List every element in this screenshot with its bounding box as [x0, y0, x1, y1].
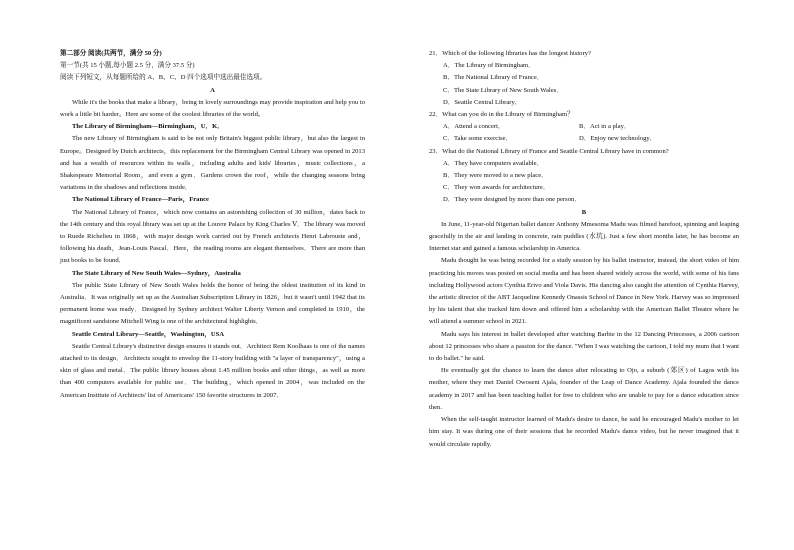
option-row: [429, 133, 739, 145]
option: B．They were moved to a new place．: [443, 172, 548, 180]
passage-b-paragraph: Madu thought he was being recorded for a study session by his ballet instructor, instead, the short video of him practicing his moves was posted on social media and has been shared widely across the world, with some of his fans including Hollywood actors Cynthia Erivo and Viola Davis. His dancing also caught the attention of Cynthia Harvey, the artistic director of the ABT Jacqueline Kennedy Onassis School of Dance in New York. Harvey was so impressed by his talent that she tracked him down and offered him a scholarship with the American Ballet Theatre where he will attend a summer school in 2021.: [429, 257, 739, 326]
library-heading: Seattle Central Library—Seattle，Washington，USA: [72, 330, 225, 338]
option: D．Seattle Central Library．: [443, 98, 522, 106]
section-heading: 第一节(共 15 小题,每小题 2.5 分，满分 37.5 分): [60, 62, 195, 70]
passage-b-paragraph: When the self-taught instructor learned of Madu's desire to dance, he said he encouraged Madu's mother to let him stay. It was during one of their sessions that he recorded Madu's dance video, but he never imagined that it would circulate rapidly.: [429, 416, 739, 448]
left-column: [60, 48, 365, 402]
passage-a-intro: While it's the books that make a library，being in lovely surroundings may provide inspiration and help you to work a little bit harder。Here are some of the coolest libraries of the world。: [60, 98, 365, 119]
library-heading: The Library of Birmingham—Birmingham，U．K．: [72, 123, 224, 131]
option: C．They won awards for architecture．: [443, 184, 550, 192]
option: B．The National Library of France．: [443, 74, 544, 82]
right-column: [429, 48, 739, 451]
option: C．Take some exercise．: [443, 135, 513, 143]
library-text: The public State Library of New South Wales holds the honor of being the oldest institution of its kind in Australia．It was originally set up as the Australian Subscription Library in 1826，but it wasn't until 1942 that its permanent home was ready．Designed by Sydney architect Walter Liberty Vernon and completed in 1910，the magnificent sandstone Mitchell Wing is one of the architectural highlights．: [60, 281, 365, 326]
question-stem: 22．What can you do in the Library of Birmingham？: [429, 111, 574, 119]
option-row: [429, 121, 739, 133]
option: A．Attend a concert．: [443, 123, 505, 131]
question-stem: 23．What do the National Library of France and Seattle Central Library have in common?: [429, 147, 669, 155]
library-text: Seattle Central Library's distinctive design ensures it stands out．Architect Rem Koolhaas is one of the names attached to its design．Architects sought to envelop the 11-story building with "a layer of transparency"，using a skin of glass and metal．The public library houses about 1.45 million books and other things，as well as more than 400 computers available for public use．The building，which opened in 2004，was included on the American Institute of Architects' list of Americans' 150 favorite structures in 2007．: [60, 342, 365, 399]
passage-a-label: A: [210, 86, 215, 94]
instruction: 阅读下列短文，从每题所给的 A、B、C、D 四个选项中选出最佳选项。: [60, 74, 267, 82]
option: A．The Library of Birmingham．: [443, 62, 535, 70]
passage-b-paragraph: Madu says his interest in ballet developed after watching Barbie in the 12 Dancing Princesses, a 2006 cartoon about 12 princesses who share a passion for the dance. "When I was watching the cartoon, I told my mum that I want to do ballet." he said.: [429, 330, 739, 363]
option: D．Enjoy new technology．: [579, 135, 657, 143]
library-heading: The State Library of New South Wales—Sydney，Australia: [72, 269, 241, 277]
passage-b-paragraph: He eventually got the chance to learn the dance after relocating to Ojo, a suburb (郊区) of Lagos with his mother, where they met Daniel Owoseni Ajala, founder of the Leap of Dance Academy. Ajala founded the dance academy in 2017 and has been teaching ballet for free to children who are unable to pay for a dance education since then.: [429, 367, 739, 411]
passage-b-label: B: [581, 208, 587, 216]
library-text: The National Library of France，which now contains an astonishing collection of 30 million，dates back to the 14th century and this royal library was set up at the Louvre Palace by King Charles Ⅴ．The library was moved to Ruede Richelieu in 1868，with major design work carried out by French architects Henri Labrouste and，following his death，Jean-Louis Pascal．Here，the reading rooms are elegant themselves．There are more than just books to be found．: [60, 208, 365, 265]
part-heading: 第二部分 阅读(共两节，满分 50 分): [60, 50, 162, 57]
library-text: The new Library of Birmingham is said to be not only Britain's biggest public library，but also the largest in Europe。Designed by Dutch architects，this replacement for the Birmingham Central Library was opened in 2013 and has a wealth of resources within its walls，including adults and kids' libraries，music collections，a Shakespeare Memorial Room，and even a gym．Gardens crown the roof，while the changing seasons bring variations in the shadows and reflections inside．: [60, 135, 365, 192]
library-heading: The National Library of France—Paris，France: [72, 196, 209, 204]
option: A．They have computers available．: [443, 159, 544, 167]
option: B．Act in a play．: [579, 123, 631, 131]
passage-b-paragraph: In June, 11-year-old Nigerian ballet dancer Anthony Mmesoma Madu was filmed barefoot, spinning and leaping gracefully in the air and landing in concrete, rain puddles (水坑). Just a few short months later, he has become an Internet star and gained a famous scholarship in America.: [429, 220, 739, 253]
question-stem: 21．Which of the following libraries has the longest history?: [429, 50, 591, 57]
option: D．They were designed by more than one person．: [443, 196, 581, 204]
option: C．The State Library of New South Wales．: [443, 86, 563, 94]
